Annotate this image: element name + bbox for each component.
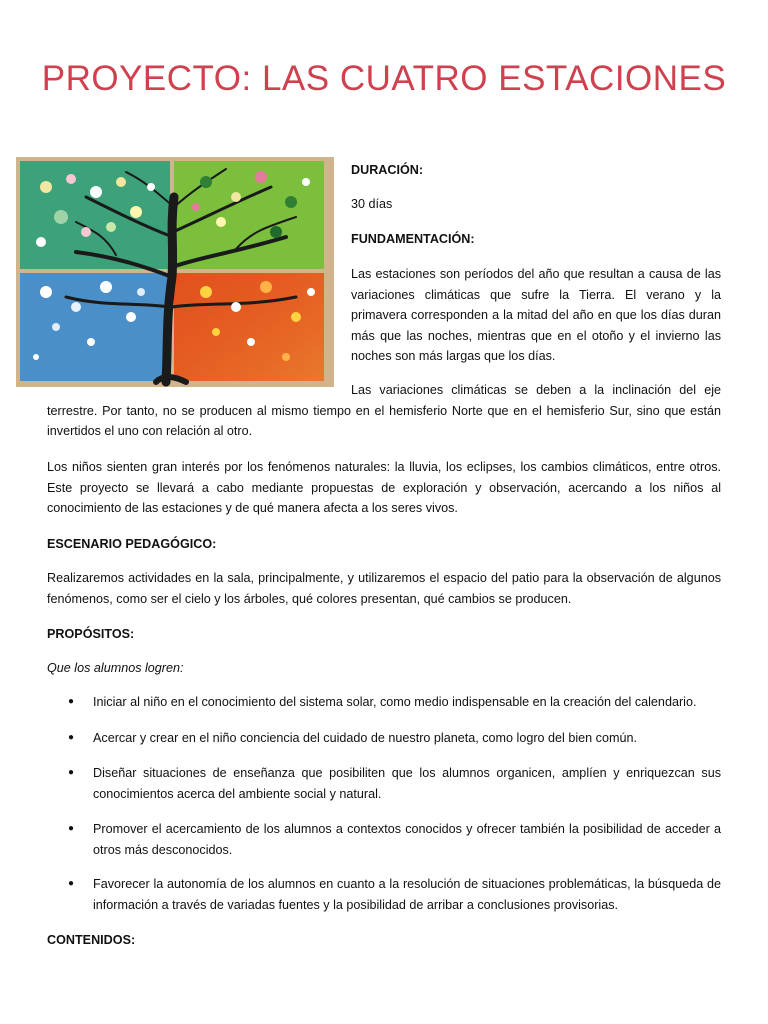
escenario-text: Realizaremos actividades en la sala, principalmente, y utilizaremos el espacio del patio para la observación de algunos fenómenos, como ser el cielo y los árboles, qué colores presentan, qué cambios se producen. <box>47 571 721 606</box>
fundamentacion-paragraph-1: Las estaciones son períodos del año que resultan a causa de las variaciones climáticas que sufre la Tierra. El verano y la primavera corresponden a la mitad del año en que los días duran más que las noches, mientras que en el otoño y el invierno las noches son más largas que los días. <box>351 267 721 363</box>
propositos-label: PROPÓSITOS: <box>47 627 135 641</box>
duracion-value: 30 días <box>351 197 393 211</box>
fundamentacion-paragraph-3: Los niños sienten gran interés por los fenómenos naturales: la lluvia, los eclipses, los cambios climáticos, entre otros. Este proyecto se llevará a cabo mediante propuestas de exploración y observación, acercando a los niños al conocimiento de las estaciones y de qué manera afecta a los seres vivos. <box>47 460 721 515</box>
duracion-label: DURACIÓN: <box>351 163 424 177</box>
propositos-intro: Que los alumnos logren: <box>47 661 184 675</box>
bullet-icon: ● <box>68 878 75 889</box>
fundamentacion-label: FUNDAMENTACIÓN: <box>351 232 475 246</box>
four-seasons-tree-image <box>16 157 334 387</box>
bullet-icon: ● <box>68 696 75 707</box>
escenario-label: ESCENARIO PEDAGÓGICO: <box>47 537 217 551</box>
page-title: PROYECTO: LAS CUATRO ESTACIONES <box>41 59 727 98</box>
proposito-item: Iniciar al niño en el conocimiento del sistema solar, como medio indispensable en la creación del calendario. <box>93 695 697 709</box>
proposito-item: Favorecer la autonomía de los alumnos en cuanto a la resolución de situaciones problemáticas, la búsqueda de información a través de variadas fuentes y la posibilidad de arribar a conclusiones provisorias. <box>93 877 721 912</box>
proposito-item: Acercar y crear en el niño conciencia del cuidado de nuestro planeta, como logro del bien común. <box>93 731 637 745</box>
contenidos-label: CONTENIDOS: <box>47 933 136 947</box>
bullet-icon: ● <box>68 823 75 834</box>
bullet-icon: ● <box>68 732 75 743</box>
proposito-item: Promover el acercamiento de los alumnos a contextos conocidos y ofrecer también la posibilidad de acceder a otros más desconocidos. <box>93 822 721 857</box>
proposito-item: Diseñar situaciones de enseñanza que posibiliten que los alumnos organicen, amplíen y enriquezcan sus conocimientos acerca del ambiente social y natural. <box>93 766 721 801</box>
bullet-icon: ● <box>68 767 75 778</box>
fundamentacion-paragraph-2: Las variaciones climáticas se deben a la inclinación del eje terrestre. Por tanto, no se producen al mismo tiempo en el hemisferio Norte que en el hemisferio Sur, sino que están invertidos el uno con relación al otro. <box>47 383 721 438</box>
